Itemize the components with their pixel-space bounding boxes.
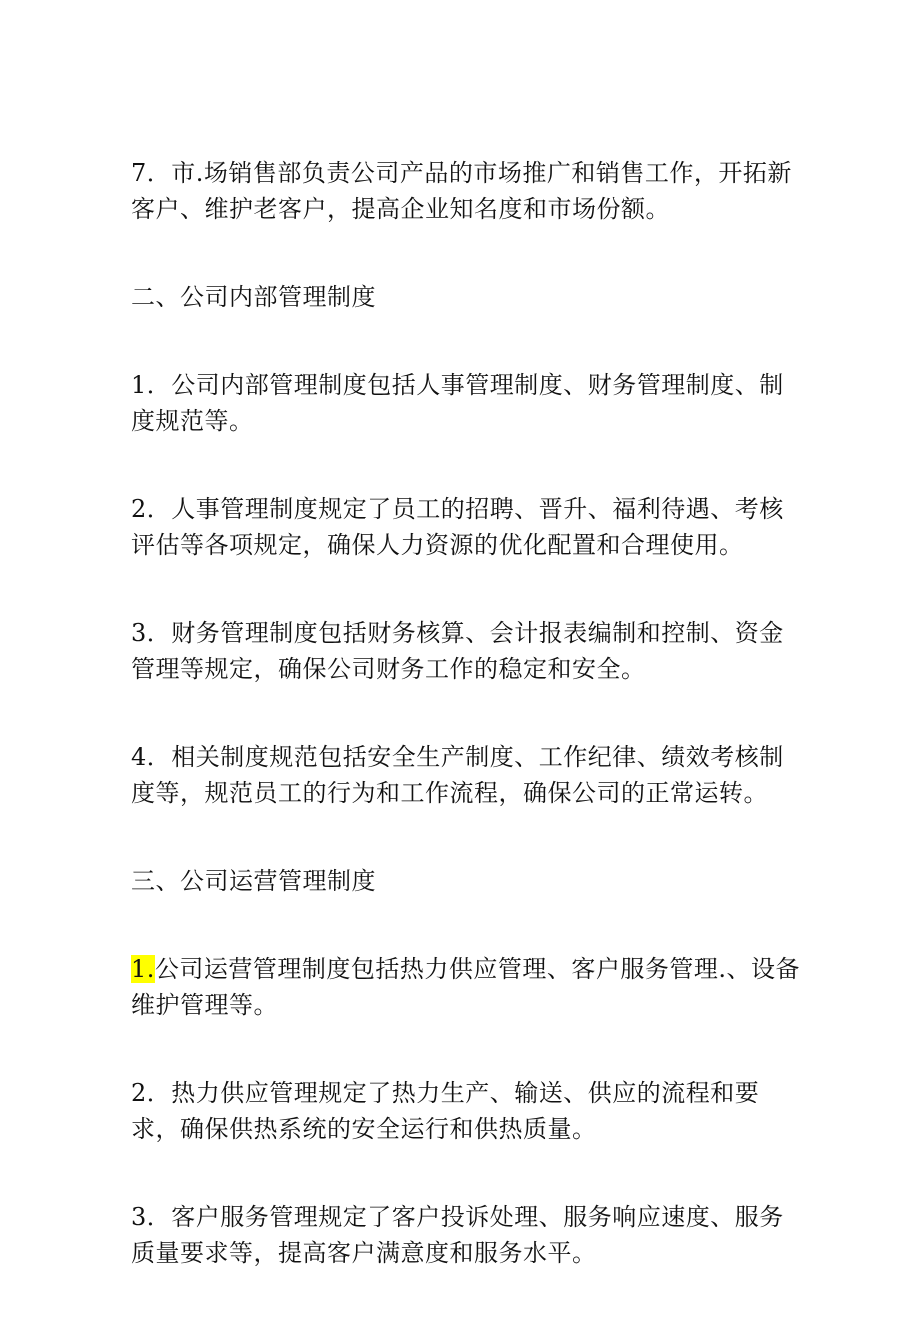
paragraph-internal-3: 3．财务管理制度包括财务核算、会计报表编制和控制、资金管理等规定，确保公司财务工作的稳定和安全。 [131, 619, 784, 683]
highlighted-list-number: 1. [131, 955, 155, 983]
paragraph-internal-1: 1．公司内部管理制度包括人事管理制度、财务管理制度、制度规范等。 [131, 371, 784, 435]
paragraph-internal-4: 4．相关制度规范包括安全生产制度、工作纪律、绩效考核制度等，规范员工的行为和工作流程，确保公司的正常运转。 [131, 743, 784, 807]
document-page [131, 155, 801, 1323]
paragraph-marketing-dept: 7．市.场销售部负责公司产品的市场推广和销售工作，开拓新客户、维护老客户，提高企业知名度和市场份额。 [131, 159, 792, 223]
paragraph-operations-1 [131, 951, 801, 1023]
paragraph-operations-3: 3．客户服务管理规定了客户投诉处理、服务响应速度、服务质量要求等，提高客户满意度和服务水平。 [131, 1203, 784, 1267]
paragraph-operations-2: 2．热力供应管理规定了热力生产、输送、供应的流程和要求，确保供热系统的安全运行和供热质量。 [131, 1079, 760, 1143]
section-heading-operations-management: 三、公司运营管理制度 [131, 867, 376, 895]
paragraph-internal-2: 2．人事管理制度规定了员工的招聘、晋升、福利待遇、考核评估等各项规定，确保人力资源的优化配置和合理使用。 [131, 495, 784, 559]
section-heading-internal-management: 二、公司内部管理制度 [131, 283, 376, 311]
paragraph-operations-1-text: 公司运营管理制度包括热力供应管理、客户服务管理.、设备维护管理等。 [131, 955, 801, 1019]
